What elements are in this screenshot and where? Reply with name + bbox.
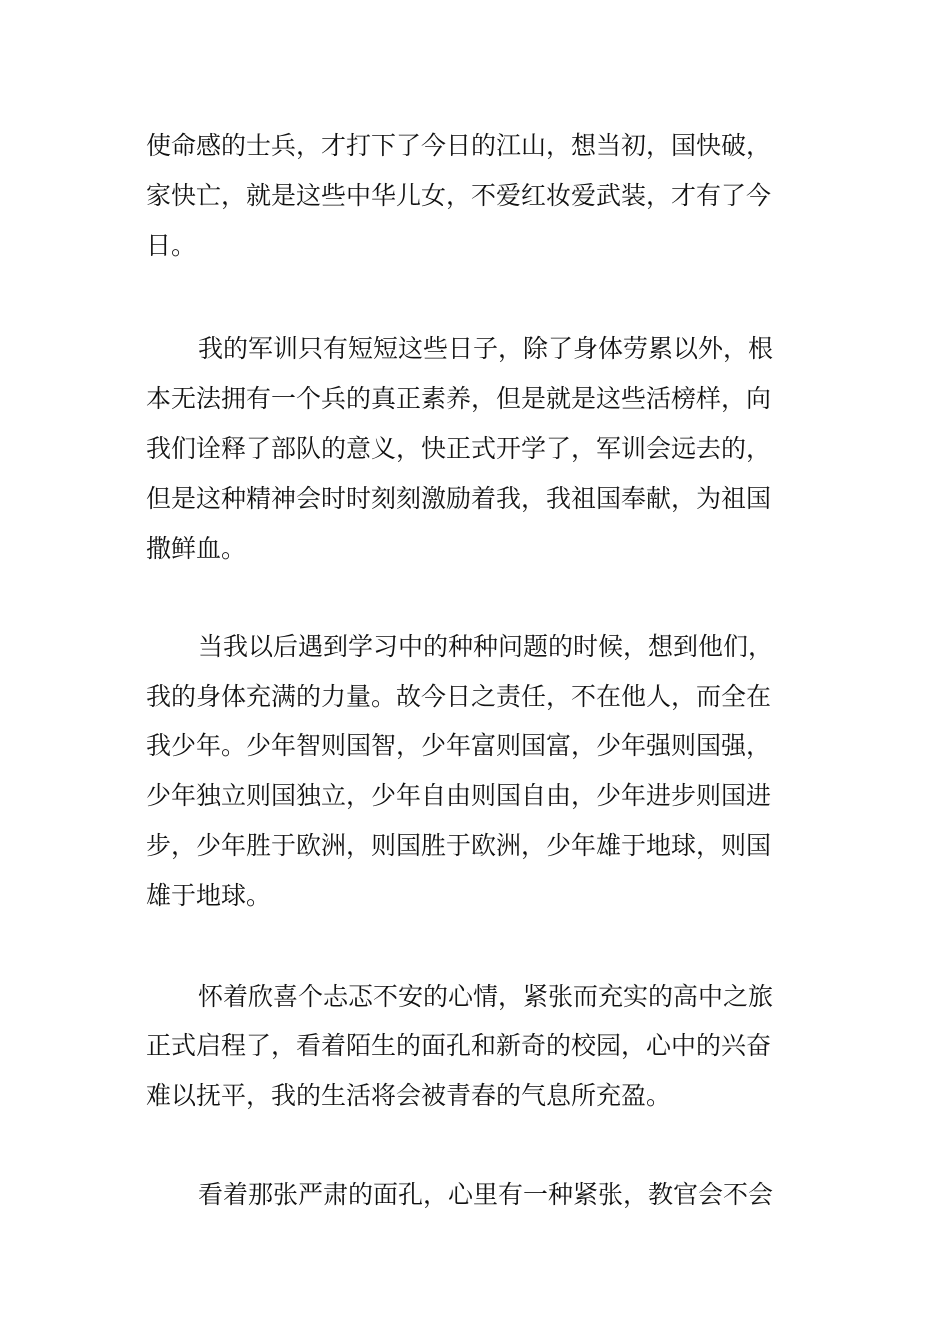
paragraph-2-line-3: 我们诠释了部队的意义，快正式开学了，军训会远去的， bbox=[146, 434, 772, 463]
paragraph-1-line-1: 使命感的士兵，才打下了今日的江山，想当初，国快破， bbox=[146, 131, 772, 160]
paragraph-3-line-6: 雄于地球。 bbox=[146, 881, 272, 910]
paragraph-1-line-3: 日。 bbox=[146, 231, 197, 260]
paragraph-1-line-2: 家快亡，就是这些中华儿女，不爱红妆爱武装，才有了今 bbox=[146, 181, 772, 210]
paragraph-2-line-1: 我的军训只有短短这些日子，除了身体劳累以外，根 bbox=[198, 334, 774, 363]
paragraph-2-line-5: 撒鲜血。 bbox=[146, 534, 247, 563]
paragraph-5-line-1: 看着那张严肃的面孔，心里有一种紧张，教官会不会 bbox=[198, 1180, 774, 1209]
paragraph-3-line-5: 步，少年胜于欧洲，则国胜于欧洲，少年雄于地球，则国 bbox=[146, 831, 772, 860]
paragraph-3-line-1: 当我以后遇到学习中的种种问题的时候，想到他们， bbox=[198, 632, 774, 661]
paragraph-3-line-3: 我少年。少年智则国智，少年富则国富，少年强则国强， bbox=[146, 731, 772, 760]
paragraph-4-line-1: 怀着欣喜个忐忑不安的心情，紧张而充实的高中之旅 bbox=[198, 982, 774, 1011]
paragraph-3-line-2: 我的身体充满的力量。故今日之责任，不在他人，而全在 bbox=[146, 682, 772, 711]
paragraph-2-line-4: 但是这种精神会时时刻刻激励着我，我祖国奉献，为祖国 bbox=[146, 484, 772, 513]
paragraph-3-line-4: 少年独立则国独立，少年自由则国自由，少年进步则国进 bbox=[146, 781, 772, 810]
paragraph-4-line-2: 正式启程了，看着陌生的面孔和新奇的校园，心中的兴奋 bbox=[146, 1031, 772, 1060]
paragraph-2-line-2: 本无法拥有一个兵的真正素养，但是就是这些活榜样，向 bbox=[146, 384, 772, 413]
paragraph-4-line-3: 难以抚平，我的生活将会被青春的气息所充盈。 bbox=[146, 1081, 672, 1110]
